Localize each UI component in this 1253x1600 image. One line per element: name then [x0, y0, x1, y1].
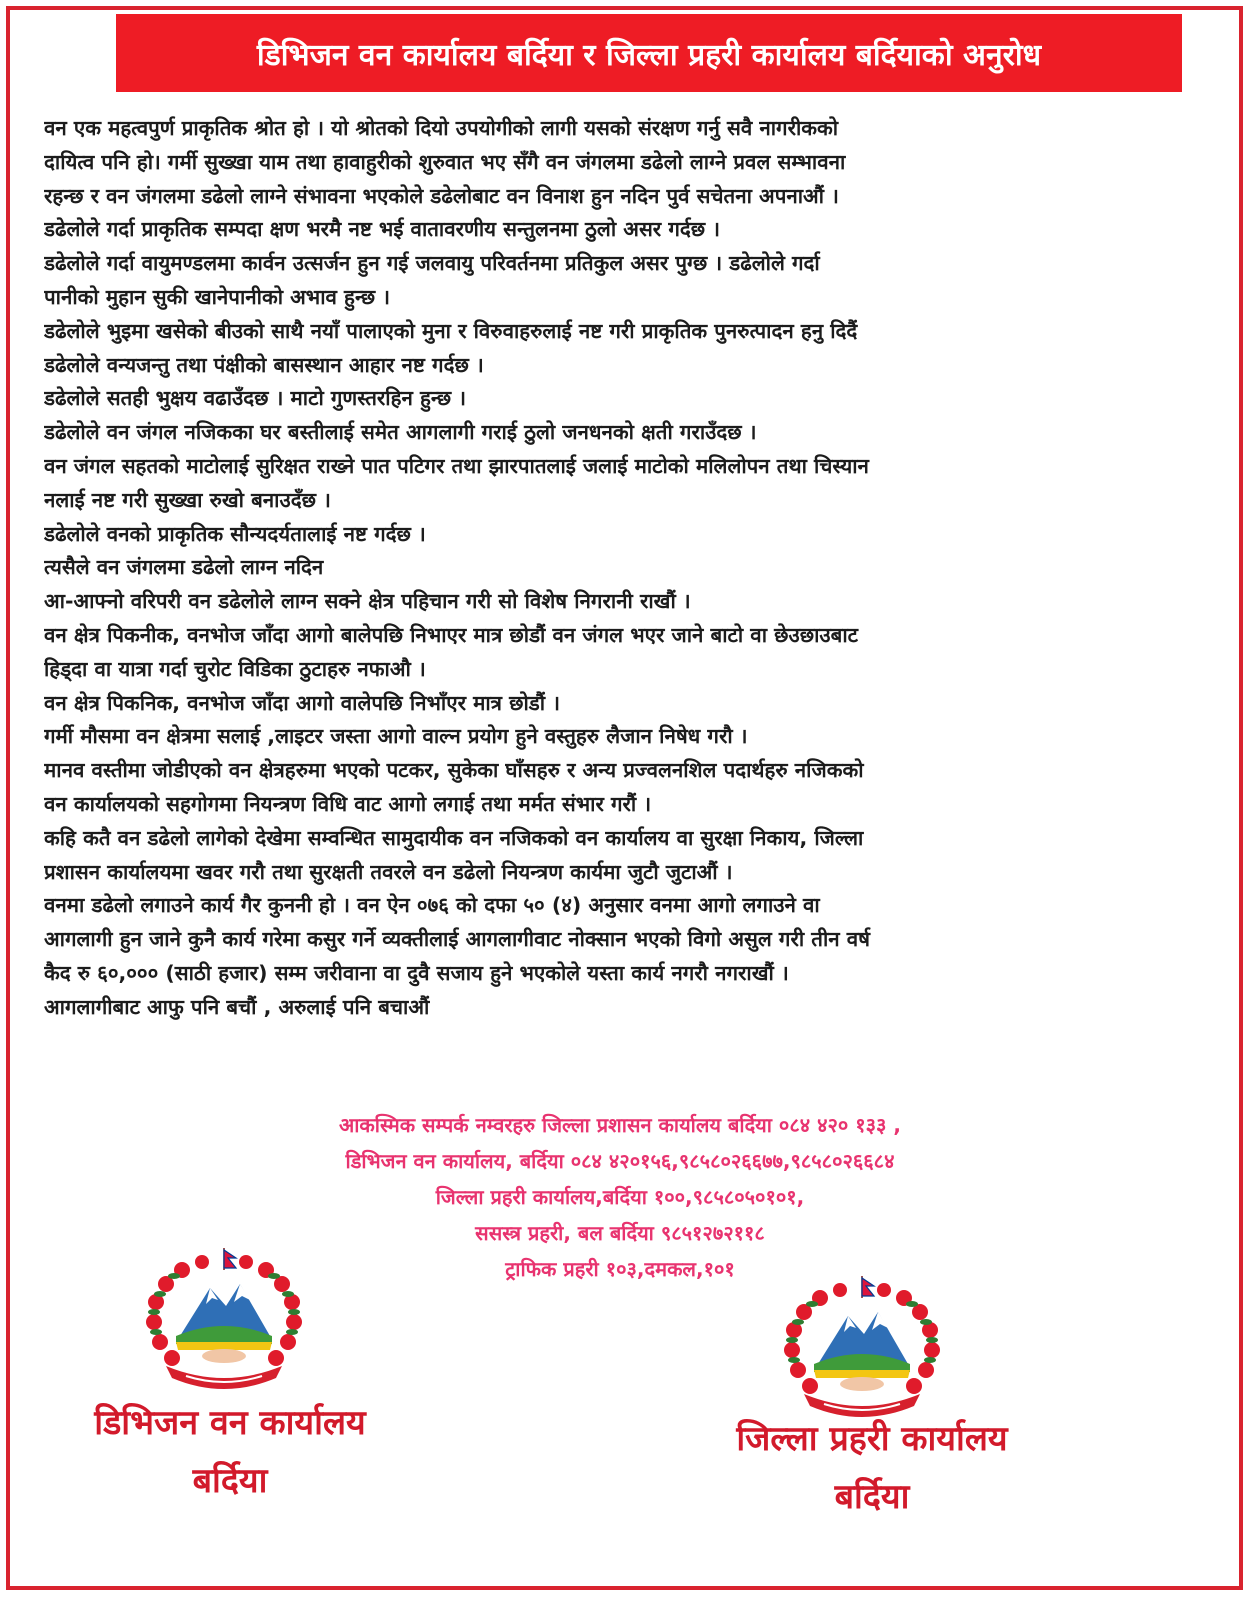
- body-line: प्रशासन कार्यालयमा खवर गरौ तथा सुरक्षती तवरले वन डढेलो नियन्त्रण कार्यमा जुटौ जुटाऔं ।: [44, 859, 733, 884]
- contact-line: डिभिजन वन कार्यालय, बर्दिया ०८४ ४२०१५६,९८५८०२६६७७,९८५८०२६६८४: [345, 1149, 895, 1173]
- contact-line: ससस्त्र प्रहरी, बल बर्दिया ९८५१२७२११८: [475, 1221, 765, 1245]
- body-line: रहन्छ र वन जंगलमा डढेलो लाग्ने संभावना भएकोले डढेलोबाट वन विनाश हुन नदिन पुर्व सचेतना अपनाऔं ।: [44, 183, 839, 208]
- contact-line: आकस्मिक सम्पर्क नम्वरहरु जिल्ला प्रशासन कार्यालय बर्दिया ०८४ ४२० १३३ ,: [338, 1113, 902, 1137]
- body-line: डढेलोले गर्दा वायुमण्डलमा कार्वन उत्सर्जन हुन गई जलवायु परिवर्तनमा प्रतिकुल असर पुग्छ । डढेलोले गर्दा: [44, 251, 820, 276]
- body-line: नलाई नष्ट गरी सुख्खा रुखो बनाउदँछ ।: [44, 487, 331, 512]
- body-line: डढेलोले वनको प्राकृतिक सौन्यदर्यतालाई नष्ट गर्दछ ।: [44, 521, 426, 546]
- body-line: मानव वस्तीमा जोडीएको वन क्षेत्रहरुमा भएको पटकर, सुकेका घाँसहरु र अन्य प्रज्वलनशिल पदार्थहरु नजिकको: [44, 758, 864, 783]
- notice-body: [44, 112, 1214, 1025]
- nepal-emblem-icon: [136, 1240, 312, 1396]
- body-line: गर्मी मौसमा वन क्षेत्रमा सलाई ,लाइटर जस्ता आगो वाल्न प्रयोग हुने वस्तुहरु लैजान निषेध गरौ ।: [44, 724, 748, 749]
- body-line: डढेलोले गर्दा प्राकृतिक सम्पदा क्षण भरमै नष्ट भई वातावरणीय सन्तुलनमा ठुलो असर गर्दछ ।: [44, 217, 721, 242]
- office-name: जिल्ला प्रहरी कार्यालय: [736, 1419, 1008, 1459]
- body-line: कहि कतै वन डढेलो लागेको देखेमा सम्वन्धित सामुदायीक वन नजिकको वन कार्यालय वा सुरक्षा निकाय, जिल्ला: [44, 825, 864, 850]
- office-district: बर्दिया: [834, 1477, 910, 1517]
- office-name: डिभिजन वन कार्यालय: [94, 1403, 366, 1443]
- header-banner: [116, 14, 1182, 92]
- body-line: वन जंगल सहतको माटोलाई सुरिक्षत राख्ने पात पटिगर तथा झारपातलाई जलाई माटोको मलिलोपन तथा चिस्यान: [44, 453, 869, 478]
- body-line: वनमा डढेलो लगाउने कार्य गैर कुननी हो । वन ऐन ०७६ को दफा ५० (४) अनुसार वनमा आगो लगाउने वा: [44, 893, 820, 918]
- contact-line: ट्राफिक प्रहरी १०३,दमकल,१०१: [505, 1257, 735, 1281]
- body-line: आगलागीबाट आफु पनि बचौं , अरुलाई पनि बचाऔं: [44, 994, 430, 1019]
- body-line: वन क्षेत्र पिकनीक, वनभोज जाँदा आगो बालेपछि निभाएर मात्र छोडौं वन जंगल भएर जाने बाटो वा छेउछाउबाट: [44, 622, 859, 647]
- body-line: आ-आफ्नो वरिपरी वन डढेलोले लाग्न सक्ने क्षेत्र पहिचान गरी सो विशेष निगरानी राखौं ।: [44, 589, 691, 614]
- body-line: वन क्षेत्र पिकनिक, वनभोज जाँदा आगो वालेपछि निभाँएर मात्र छोडौं ।: [44, 690, 560, 715]
- body-line: आगलागी हुन जाने कुनै कार्य गरेमा कसुर गर्ने व्यक्तीलाई आगलागीवाट नोक्सान भएको विगो असुल गरी तीन वर्ष: [44, 927, 871, 952]
- police-office-label: [672, 1410, 1072, 1526]
- body-line: वन एक महत्वपुर्ण प्राकृतिक श्रोत हो । यो श्रोतको दियो उपयोगीको लागी यसको संरक्षण गर्नु सवै नागरीकको: [44, 116, 839, 140]
- body-line: दायित्व पनि हो। गर्मी सुख्खा याम तथा हावाहुरीको शुरुवात भए सँगै वन जंगलमा डढेलो लाग्ने प्रवल सम्भावना: [44, 149, 846, 174]
- body-line: हिड्दा वा यात्रा गर्दा चुरोट विडिका ठुटाहरु नफाऔ ।: [44, 656, 426, 681]
- body-line: डढेलोले वन्यजन्तु तथा पंक्षीको बासस्थान आहार नष्ट गर्दछ ।: [44, 352, 484, 377]
- body-line: डढेलोले सतही भुक्षय वढाउँदछ । माटो गुणस्तरहिन हुन्छ ।: [44, 386, 467, 411]
- body-line: त्यसैले वन जंगलमा डढेलो लाग्न नदिन: [44, 555, 324, 580]
- office-district: बर्दिया: [192, 1461, 268, 1501]
- contact-line: जिल्ला प्रहरी कार्यालय,बर्दिया १००,९८५८०५०१०१,: [435, 1185, 805, 1209]
- body-line: कैद रु ६०,००० (साठी हजार) सम्म जरीवाना वा दुवै सजाय हुने भएकोले यस्ता कार्य नगरौ नगराखौं ।: [44, 960, 789, 985]
- forest-office-label: [30, 1394, 430, 1510]
- banner-title: डिभिजन वन कार्यालय बर्दिया र जिल्ला प्रहरी कार्यालय बर्दियाको अनुरोध: [256, 37, 1042, 73]
- body-line: डढेलोले भुइमा खसेको बीउको साथै नयाँ पालाएको मुना र विरुवाहरुलाई नष्ट गरी प्राकृतिक पुनरुत्पादन हनु दिदैं: [44, 318, 858, 343]
- body-line: पानीको मुहान सुकी खानेपानीको अभाव हुन्छ ।: [44, 284, 391, 309]
- body-line: डढेलोले वन जंगल नजिकका घर बस्तीलाई समेत आगलागी गराई ठुलो जनधनको क्षती गराउँदछ ।: [44, 420, 757, 445]
- body-line: वन कार्यालयको सहगोगमा नियन्त्रण विधि वाट आगो लगाई तथा मर्मत संभार गरौं ।: [44, 791, 652, 816]
- nepal-emblem-icon: [774, 1268, 950, 1424]
